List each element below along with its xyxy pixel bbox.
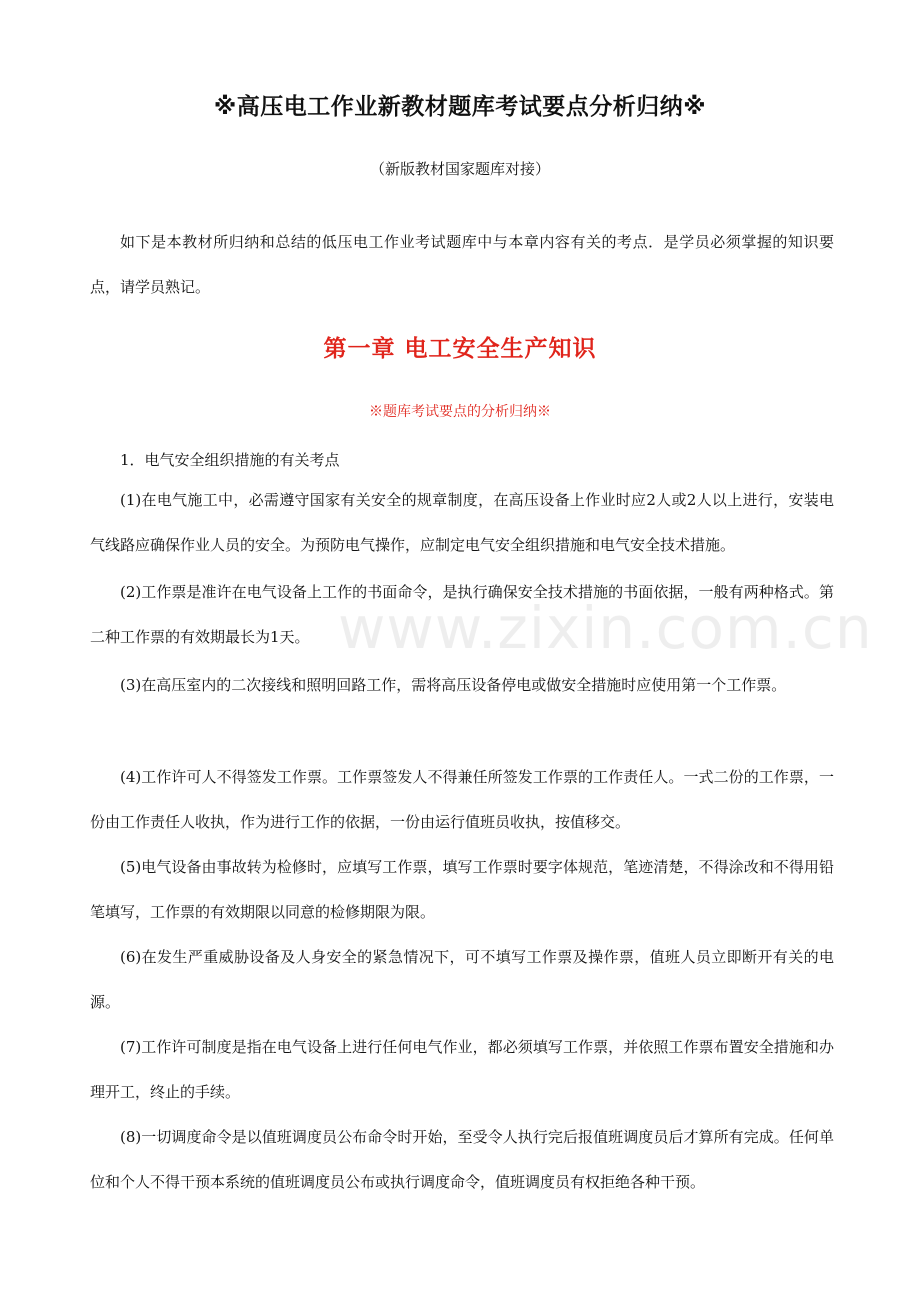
section-title: ※题库考试要点的分析归纳※ <box>369 404 551 420</box>
intro-paragraph: 如下是本教材所归纳和总结的低压电工作业考试题库中与本章内容有关的考点．是学员必须掌握的知识要点，请学员熟记。 <box>90 233 834 296</box>
list-item: (7)工作许可制度是指在电气设备上进行任何电气作业，都必须填写工作票，并依照工作票布置安全措施和办理开工，终止的手续。 <box>90 1038 834 1101</box>
chapter-title: 第一章 电工安全生产知识 <box>323 336 597 362</box>
list-item: (2)工作票是准许在电气设备上工作的书面命令，是执行确保安全技术措施的书面依据，一般有两种格式。第二种工作票的有效期最长为1天。 <box>90 583 834 646</box>
list-item: (3)在高压室内的二次接线和照明回路工作，需将高压设备停电或做安全措施时应使用第一个工作票。 <box>120 676 787 694</box>
watermark: www.zixin.com.cn <box>338 594 873 662</box>
list-item: (8)一切调度命令是以值班调度员公布命令时开始，至受令人执行完后报值班调度员后才算所有完成。任何单位和个人不得干预本系统的值班调度员公布或执行调度命令，值班调度员有权拒绝各种干预。 <box>90 1128 834 1191</box>
list-item: (4)工作许可人不得签发工作票。工作票签发人不得兼任所签发工作票的工作责任人。一式二份的工作票，一份由工作责任人收执，作为进行工作的依据，一份由运行值班员收执，按值移交。 <box>90 768 834 831</box>
list-item: (6)在发生严重威胁设备及人身安全的紧急情况下，可不填写工作票及操作票，值班人员立即断开有关的电源。 <box>90 948 834 1011</box>
topic-heading: 1．电气安全组织措施的有关考点 <box>120 451 340 469</box>
document-title: ※高压电工作业新教材题库考试要点分析归纳※ <box>213 94 707 120</box>
list-item: (1)在电气施工中，必需遵守国家有关安全的规章制度，在高压设备上作业时应2人或2人以上进行，安装电气线路应确保作业人员的安全。为预防电气操作，应制定电气安全组织措施和电气安全技术措施。 <box>90 491 834 554</box>
document-subtitle: （新版教材国家题库对接） <box>369 160 550 178</box>
list-item: (5)电气设备由事故转为检修时，应填写工作票，填写工作票时要字体规范，笔迹清楚，不得涂改和不得用铅笔填写，工作票的有效期限以同意的检修期限为限。 <box>90 858 834 921</box>
